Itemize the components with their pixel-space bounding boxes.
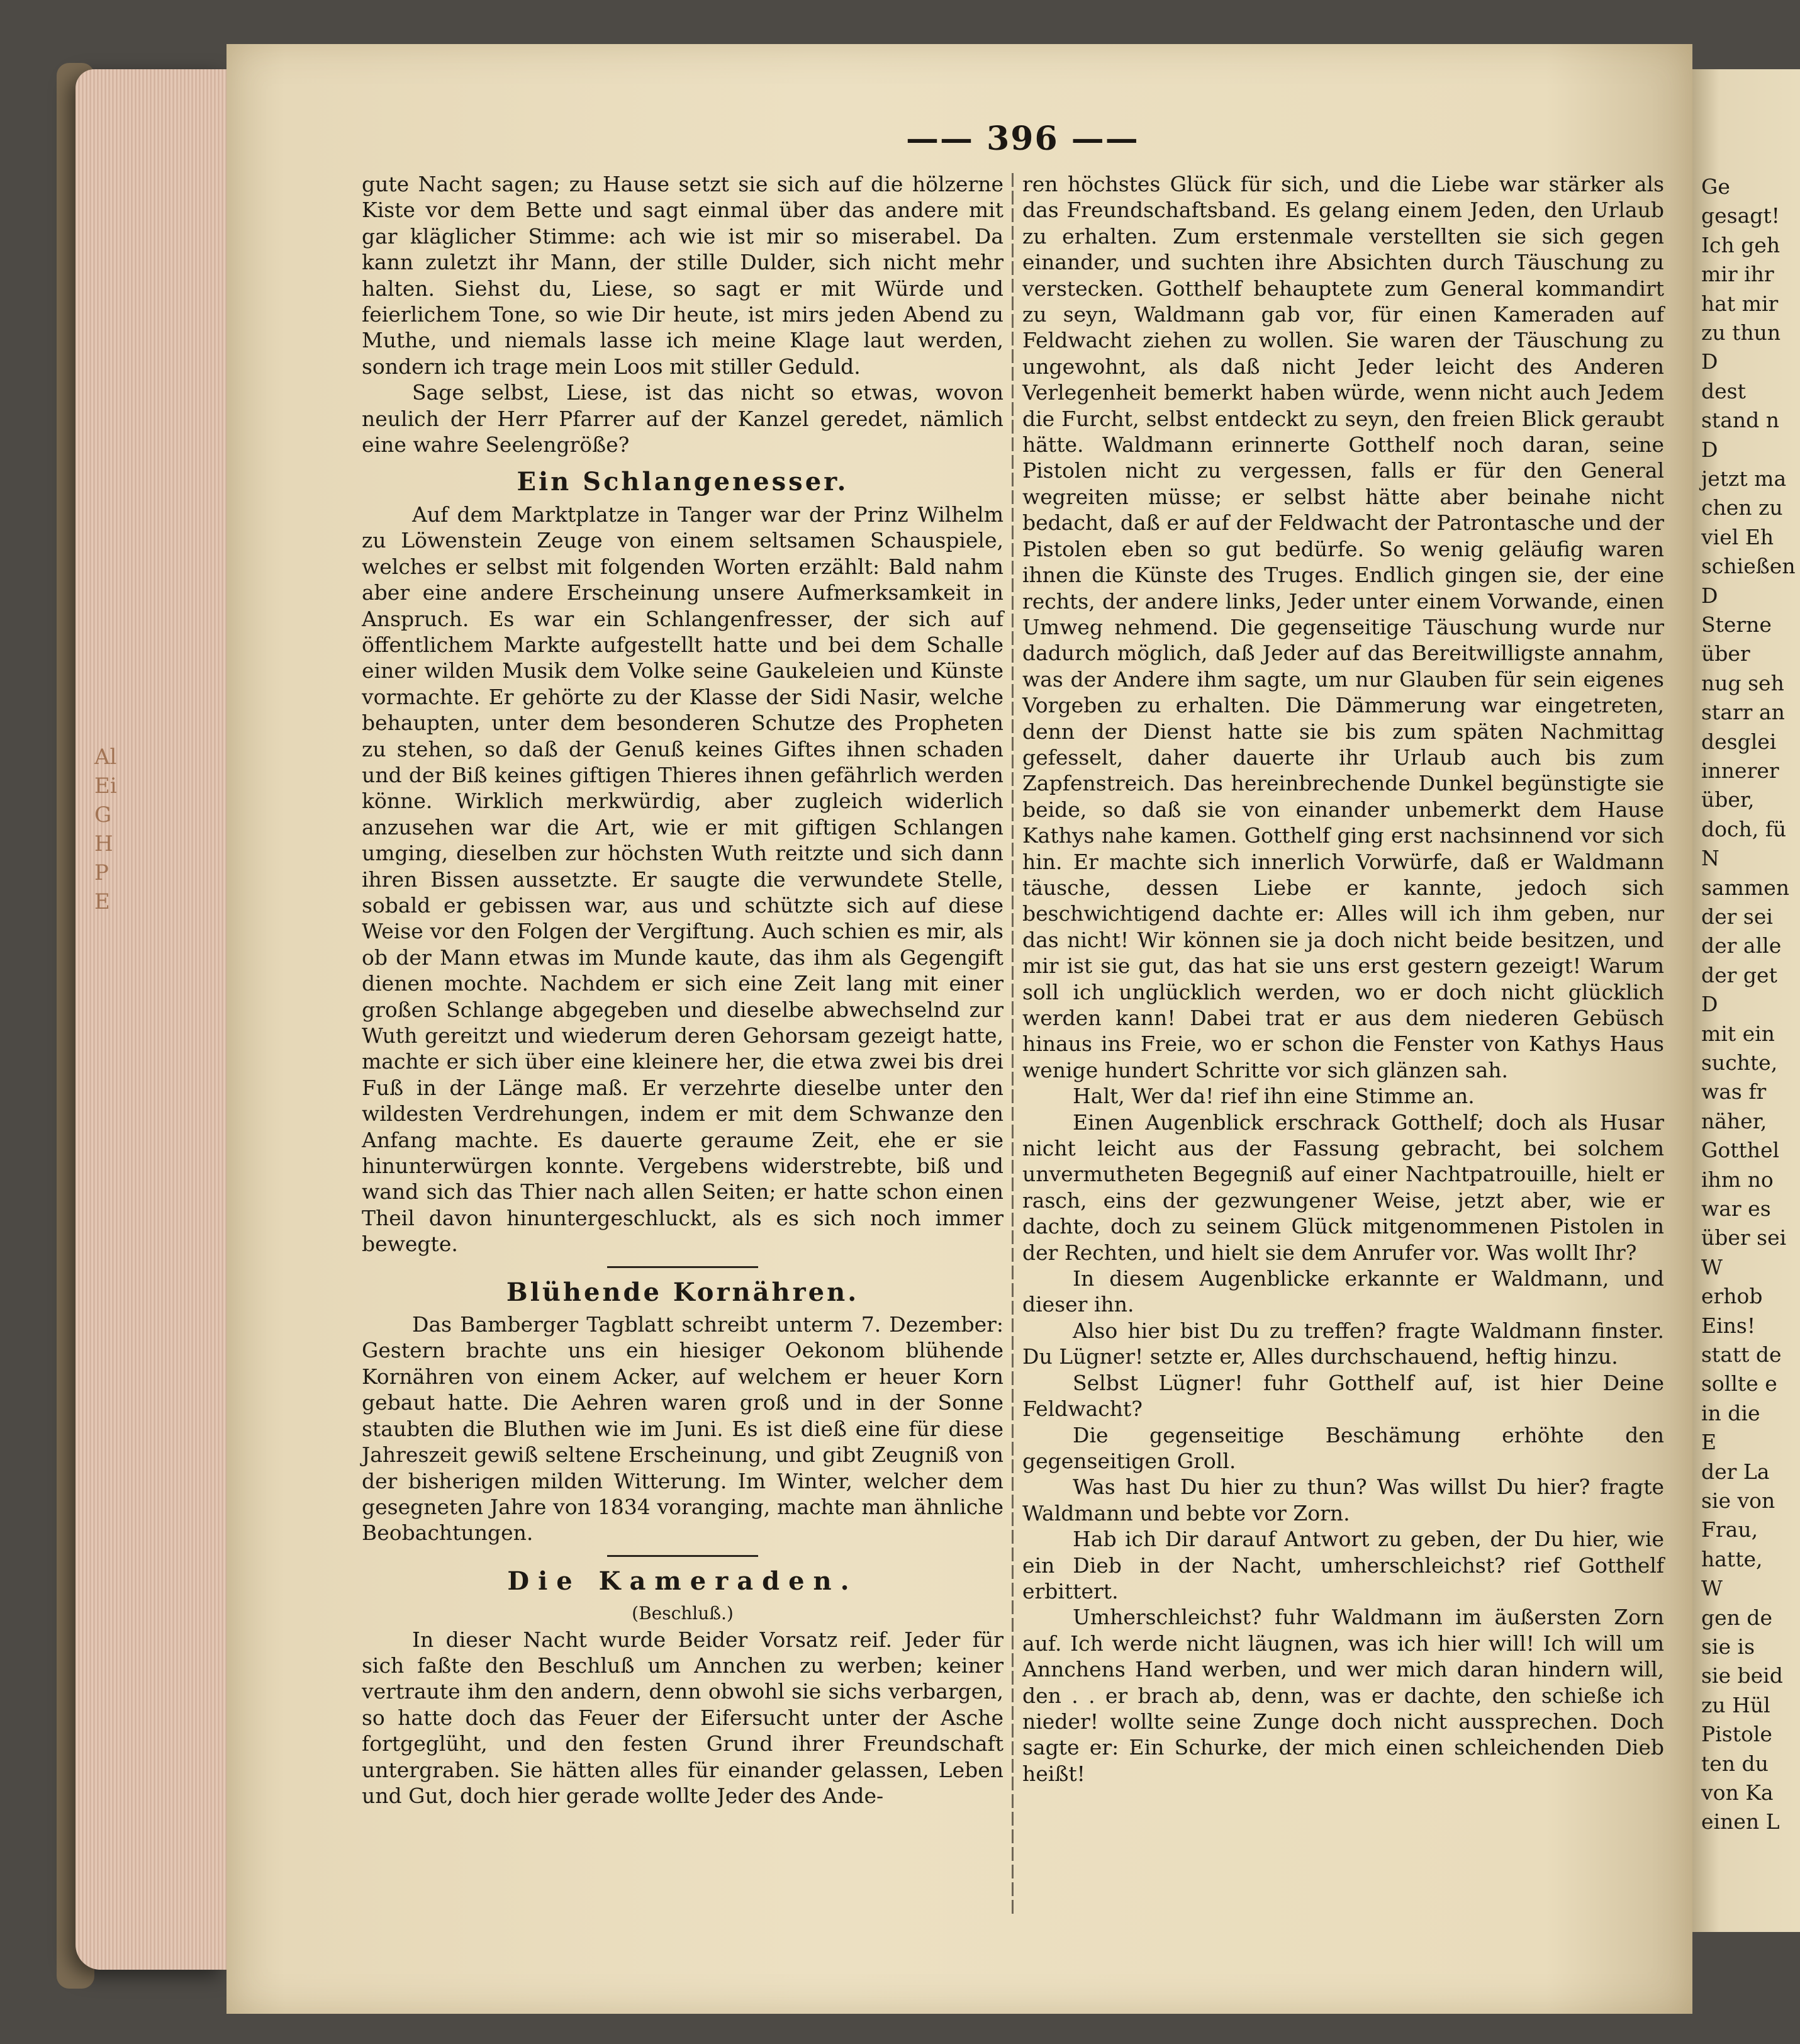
story-paragraph: Also hier bist Du zu treffen? fragte Waldmann finster. Du Lügner! setzte er, Alles durchschauend, heftig hinzu. <box>1022 1318 1664 1369</box>
next-page-fragment: starr an <box>1701 700 1785 725</box>
next-page-fragment: doch, fü <box>1701 816 1787 841</box>
next-page-fragment: zu thun <box>1701 320 1781 345</box>
next-page-fragment: hatte, <box>1701 1546 1763 1571</box>
next-page-fragment: erhob <box>1701 1284 1763 1309</box>
story-paragraph: In diesem Augenblicke erkannte er Waldmann, und dieser ihn. <box>1022 1266 1664 1317</box>
next-page-fragment: Frau, <box>1701 1517 1758 1542</box>
next-page-fragment: der get <box>1701 962 1777 987</box>
section-divider <box>607 1555 758 1557</box>
next-page-fragment: mir ihr <box>1701 262 1774 287</box>
next-page-fragment: mit ein <box>1701 1021 1775 1046</box>
next-page-fragment: viel Eh <box>1701 524 1774 549</box>
next-page-fragment: was fr <box>1701 1079 1767 1104</box>
next-page-fragment: Ge <box>1701 174 1730 199</box>
next-page-fragment: D <box>1701 992 1718 1017</box>
next-page-fragment: war es <box>1701 1196 1771 1221</box>
story-paragraph: ren höchstes Glück für sich, und die Liebe war stärker als das Freundschaftsband. Es gelang einem Jeden, den Urlaub zu erhalten. Zum erstenmale verstellten sie sich gegen einander, und suchten ihre Absichten durch Täuschung zu verstecken. Gotthelf behauptete zum General kommandirt zu seyn, Waldmann gab vor, für einen Kameraden auf Feldwacht ziehen zu wollen. Sie waren der Täuschung zu ungewohnt, als daß nicht Jeder leicht des Anderen Verlegenheit bemerkt haben würde, wenn nicht auch Jedem die Furcht, selbst entdeckt zu seyn, den freien Blick geraubt hätte. Waldmann erinnerte Gotthelf noch daran, seine Pistolen nicht zu vergessen, falls er für den General wegreiten müsse; er selbst hätte aber beinahe nicht bedacht, daß er auf der Feldwacht der Patrontasche und der Pistolen eben so gut bedürfe. So wenig geläufig waren ihnen die Künste des Truges. Endlich gingen sie, der eine rechts, der andere links, Jeder unter einem Vorwande, einen Umweg nehmend. Die gegenseitige Täuschung wurde nur dadurch möglich, daß Jeder auf das Bereitwilligste annahm, was der Andere ihm sagte, um nur Glauben für sein eigenes Vorgeben zu erhalten. Die Dämmerung war eingetreten, denn der Dienst hatte sie bis zum späten Nachmittag gefesselt, daher dauerte ihr Urlaub auch bis zum Zapfenstreich. Das hereinbrechende Dunkel begünstigte sie beide, so daß sie von einander unbemerkt dem Hause Kathys nahe kamen. Gotthelf ging erst nachsinnend vor sich hin. Er machte sich innerlich Vorwürfe, daß er Waldmann täusche, dessen Liebe er kannte, jedoch sich beschwichtigend dachte er: Alles will ich ihm geben, nur das nicht! Wir können sie ja doch nicht beide besitzen, und mir ist sie gut, das hat sie uns erst gestern gezeigt! Warum soll ich unglücklich werden, wo er doch nicht glücklich werden kann! Dabei trat er aus dem niederen Gebüsch hinaus ins Freie, wo er schon die Fenster von Kathys Haus wenige hundert Schritte vor sich glänzen sah. <box>1022 172 1664 1082</box>
next-page-fragment: ihm no <box>1701 1167 1774 1192</box>
page-number: —— 396 —— <box>906 120 1139 158</box>
next-page-fragment: über, <box>1701 787 1755 812</box>
next-page-fragment: sammen <box>1701 875 1789 900</box>
next-page-fragment: sollte e <box>1701 1371 1777 1396</box>
story-paragraph: Selbst Lügner! fuhr Gotthelf auf, ist hier Deine Feldwacht? <box>1022 1370 1664 1422</box>
next-page-fragment: über sei <box>1701 1225 1787 1250</box>
next-page-fragment: Gotthel <box>1701 1138 1780 1163</box>
article-heading-kameraden: Die Kameraden. <box>507 1566 858 1596</box>
story-paragraph: Umherschleichst? fuhr Waldmann im äußersten Zorn auf. Ich werde nicht läugnen, was ich hier will! Ich will um Annchens Hand werben, und wer mich daran hindern will, den . . er brach ab, denn, was er dachte, den schieße ich nieder! wollte seine Zunge doch nicht aussprechen. Doch sagte er: Ein Schurke, der mich einen schleichenden Dieb heißt! <box>1022 1605 1664 1786</box>
next-page-fragment: N <box>1701 846 1719 871</box>
next-page-fragment: gen de <box>1701 1605 1773 1630</box>
section-divider <box>607 1266 758 1268</box>
next-page-fragment: von Ka <box>1701 1780 1774 1805</box>
article-heading-schlangenesser: Ein Schlangenesser. <box>517 467 849 497</box>
spine-label <box>94 743 120 916</box>
next-page-fragment: W <box>1701 1254 1723 1279</box>
next-page-fragment: hat mir <box>1701 291 1779 316</box>
story-paragraph: Einen Augenblick erschrack Gotthelf; doch als Husar nicht leicht aus der Fassung gebracht, bei solchem unvermutheten Begegniß auf einer Nachtpatrouille, hielt er rasch, eins der gezwungener Weise, jetzt aber, wie er dachte, doch zu seinem Glück mitgenommenen Pistolen in der Rechten, und hielt sie dem Anrufer vor. Was wollt Ihr? <box>1022 1109 1664 1265</box>
next-page-fragment: in die <box>1701 1400 1760 1425</box>
story-paragraph: Halt, Wer da! rief ihn eine Stimme an. <box>1073 1084 1475 1109</box>
next-page-fragment: D <box>1701 583 1718 608</box>
next-page-fragment: Pistole <box>1701 1722 1772 1747</box>
next-page-fragment: statt de <box>1701 1342 1782 1367</box>
next-page-fragment: näher, <box>1701 1108 1767 1133</box>
next-page-fragment: der La <box>1701 1459 1770 1484</box>
story-paragraph: Die gegenseitige Beschämung erhöhte den gegenseitigen Groll. <box>1022 1422 1664 1473</box>
spine-letter: E <box>94 889 110 914</box>
article-subheading-kameraden: (Beschluß.) <box>632 1603 734 1624</box>
next-page-fragment: Ich geh <box>1701 232 1780 257</box>
next-page-fragment: Sterne <box>1701 612 1772 637</box>
story-paragraph: Was hast Du hier zu thun? Was willst Du hier? fragte Waldmann und bebte vor Zorn. <box>1022 1474 1664 1525</box>
next-page-fragment: E <box>1701 1430 1717 1455</box>
spine-letter: Ei <box>94 773 117 799</box>
next-page-fragment: über <box>1701 641 1750 666</box>
next-page-fragment: D <box>1701 349 1718 374</box>
intro-paragraph-2: Sage selbst, Liese, ist das nicht so etwas, wovon neulich der Herr Pfarrer auf der Kanzel geredet, nämlich eine wahre Seelengröße? <box>362 380 1003 458</box>
intro-paragraph: gute Nacht sagen; zu Hause setzt sie sich auf die hölzerne Kiste vor dem Bette und sagt einmal über das andere mit gar kläglicher Stimme: ach wie ist mir so miserabel. Da kann zuletzt ihr Mann, der stille Dulder, sich nicht mehr halten. Siehst du, Liese, so sagt er mit Würde und feierlichem Tone, so wie Dir heute, ist mirs jeden Abend zu Muthe, und niemals lasse ich meine Klage laut werden, sondern ich trage mein Loos mit stiller Geduld. <box>362 172 1003 379</box>
next-page-fragment: gesagt! <box>1701 203 1780 228</box>
next-page-fragment: jetzt ma <box>1701 466 1787 491</box>
next-page-fragment: chen zu <box>1701 495 1783 520</box>
next-page-fragment: schießen <box>1701 554 1796 579</box>
next-page-fragment: dest <box>1701 378 1746 403</box>
spine-letter: P <box>94 860 109 885</box>
next-page-fragment: innerer <box>1701 758 1779 783</box>
next-page-fragment: nug seh <box>1701 670 1784 695</box>
next-page-fragment: sie beid <box>1701 1663 1783 1688</box>
right-column <box>1022 171 1664 1787</box>
next-page-fragment: desglei <box>1701 729 1777 754</box>
article-kameraden: In dieser Nacht wurde Beider Vorsatz reif. Jeder für sich faßte den Beschluß um Annchen zu werben; keiner vertraute ihm den andern, denn obwohl sie sichs verbargen, so hatte doch das Feuer der Eifersucht unter der Asche fortgeglüht, und den festen Grund ihrer Freundschaft untergraben. Sie hätten alles für einander gelassen, Leben und Gut, doch hier gerade wollte Jeder des Ande- <box>362 1627 1003 1808</box>
next-page-fragment: der sei <box>1701 904 1773 929</box>
column-divider <box>1012 173 1014 1916</box>
spine-letter: G <box>94 802 112 828</box>
next-page-fragment: sie von <box>1701 1488 1775 1513</box>
next-page-fragment: zu Hül <box>1701 1692 1770 1717</box>
next-page-fragment: der alle <box>1701 933 1782 958</box>
article-kornaehren: Das Bamberger Tagblatt schreibt unterm 7. Dezember: Gestern brachte uns ein hiesiger Oekonom blühende Kornähren von einem Acker, auf welchem er heuer Korn gebaut hatte. Die Aehren waren groß und in der Sonne staubten die Bluthen wie im Juni. Es ist dieß eine für diese Jahreszeit gewiß seltene Erscheinung, und gibt Zeugniß von der bisherigen milden Witterung. Im Winter, welcher dem gesegneten Jahre von 1834 voranging, machte man ähnliche Beobachtungen. <box>362 1312 1003 1546</box>
next-page-fragment: W <box>1701 1576 1723 1601</box>
next-page-fragment: sie is <box>1701 1634 1755 1659</box>
article-heading-kornaehren: Blühende Kornähren. <box>506 1277 859 1307</box>
left-column <box>362 171 1003 1809</box>
next-page-fragment: stand n <box>1701 408 1779 433</box>
page-edges <box>75 69 226 1970</box>
spine-letter: H <box>94 831 113 856</box>
next-page-fragment: ten du <box>1701 1751 1769 1776</box>
next-page-fragment: suchte, <box>1701 1050 1778 1075</box>
next-page-fragment: einen L <box>1701 1809 1780 1834</box>
article-schlangenesser: Auf dem Marktplatze in Tanger war der Prinz Wilhelm zu Löwenstein Zeuge von einem seltsamen Schauspiele, welches er selbst mit folgenden Worten erzählt: Bald nahm aber eine andere Erscheinung unsere Aufmerksamkeit in Anspruch. Es war ein Schlangenfresser, der sich auf öffentlichem Markte aufgestellt hatte und bei dem Schalle einer wilden Musik dem Volke seine Gaukeleien und Künste vormachte. Er gehörte zu der Klasse der Sidi Nasir, welche behaupten, unter dem besonderen Schutze des Propheten zu stehen, so daß der Genuß keines Giftes ihnen schaden und der Biß keines giftigen Thieres ihnen gefährlich werden könne. Wirklich merkwürdig, aber zugleich widerlich anzusehen war die Art, wie er mit giftigen Schlangen umging, dieselben zur höchsten Wuth reitzte und sich dann ihren Bissen aussetzte. Er saugte die verwundete Stelle, sobald er gebissen war, aus und schützte sich auf diese Weise vor den Folgen der Vergiftung. Auch schien es mir, als ob der Mann etwas im Munde kaute, das ihm als Gegengift dienen mochte. Nachdem er sich eine Zeit lang mit einer großen Schlange abgegeben und dieselbe abwechselnd zur Wuth gereitzt und wiederum deren Gehorsam gezeigt hatte, machte er sich über eine kleinere her, die etwa zwei bis drei Fuß in der Länge maß. Er verzehrte dieselbe unter den wildesten Verdrehungen, indem er mit dem Schwanze den Anfang machte. Es dauerte geraume Zeit, ehe er sie hinunterwürgen konnte. Vergebens widerstrebte, biß und wand sich das Thier nach allen Seiten; er hatte schon einen Theil davon hinuntergeschluckt, als es sich noch immer bewegte. <box>362 502 1003 1257</box>
next-page-fragment: D <box>1701 437 1718 462</box>
next-page-edge <box>1692 69 1800 1932</box>
story-paragraph: Hab ich Dir darauf Antwort zu geben, der Du hier, wie ein Dieb in der Nacht, umherschleichst? rief Gotthelf erbittert. <box>1022 1527 1664 1603</box>
spine-letter: Al <box>94 744 117 770</box>
next-page-fragment: Eins! <box>1701 1313 1756 1338</box>
